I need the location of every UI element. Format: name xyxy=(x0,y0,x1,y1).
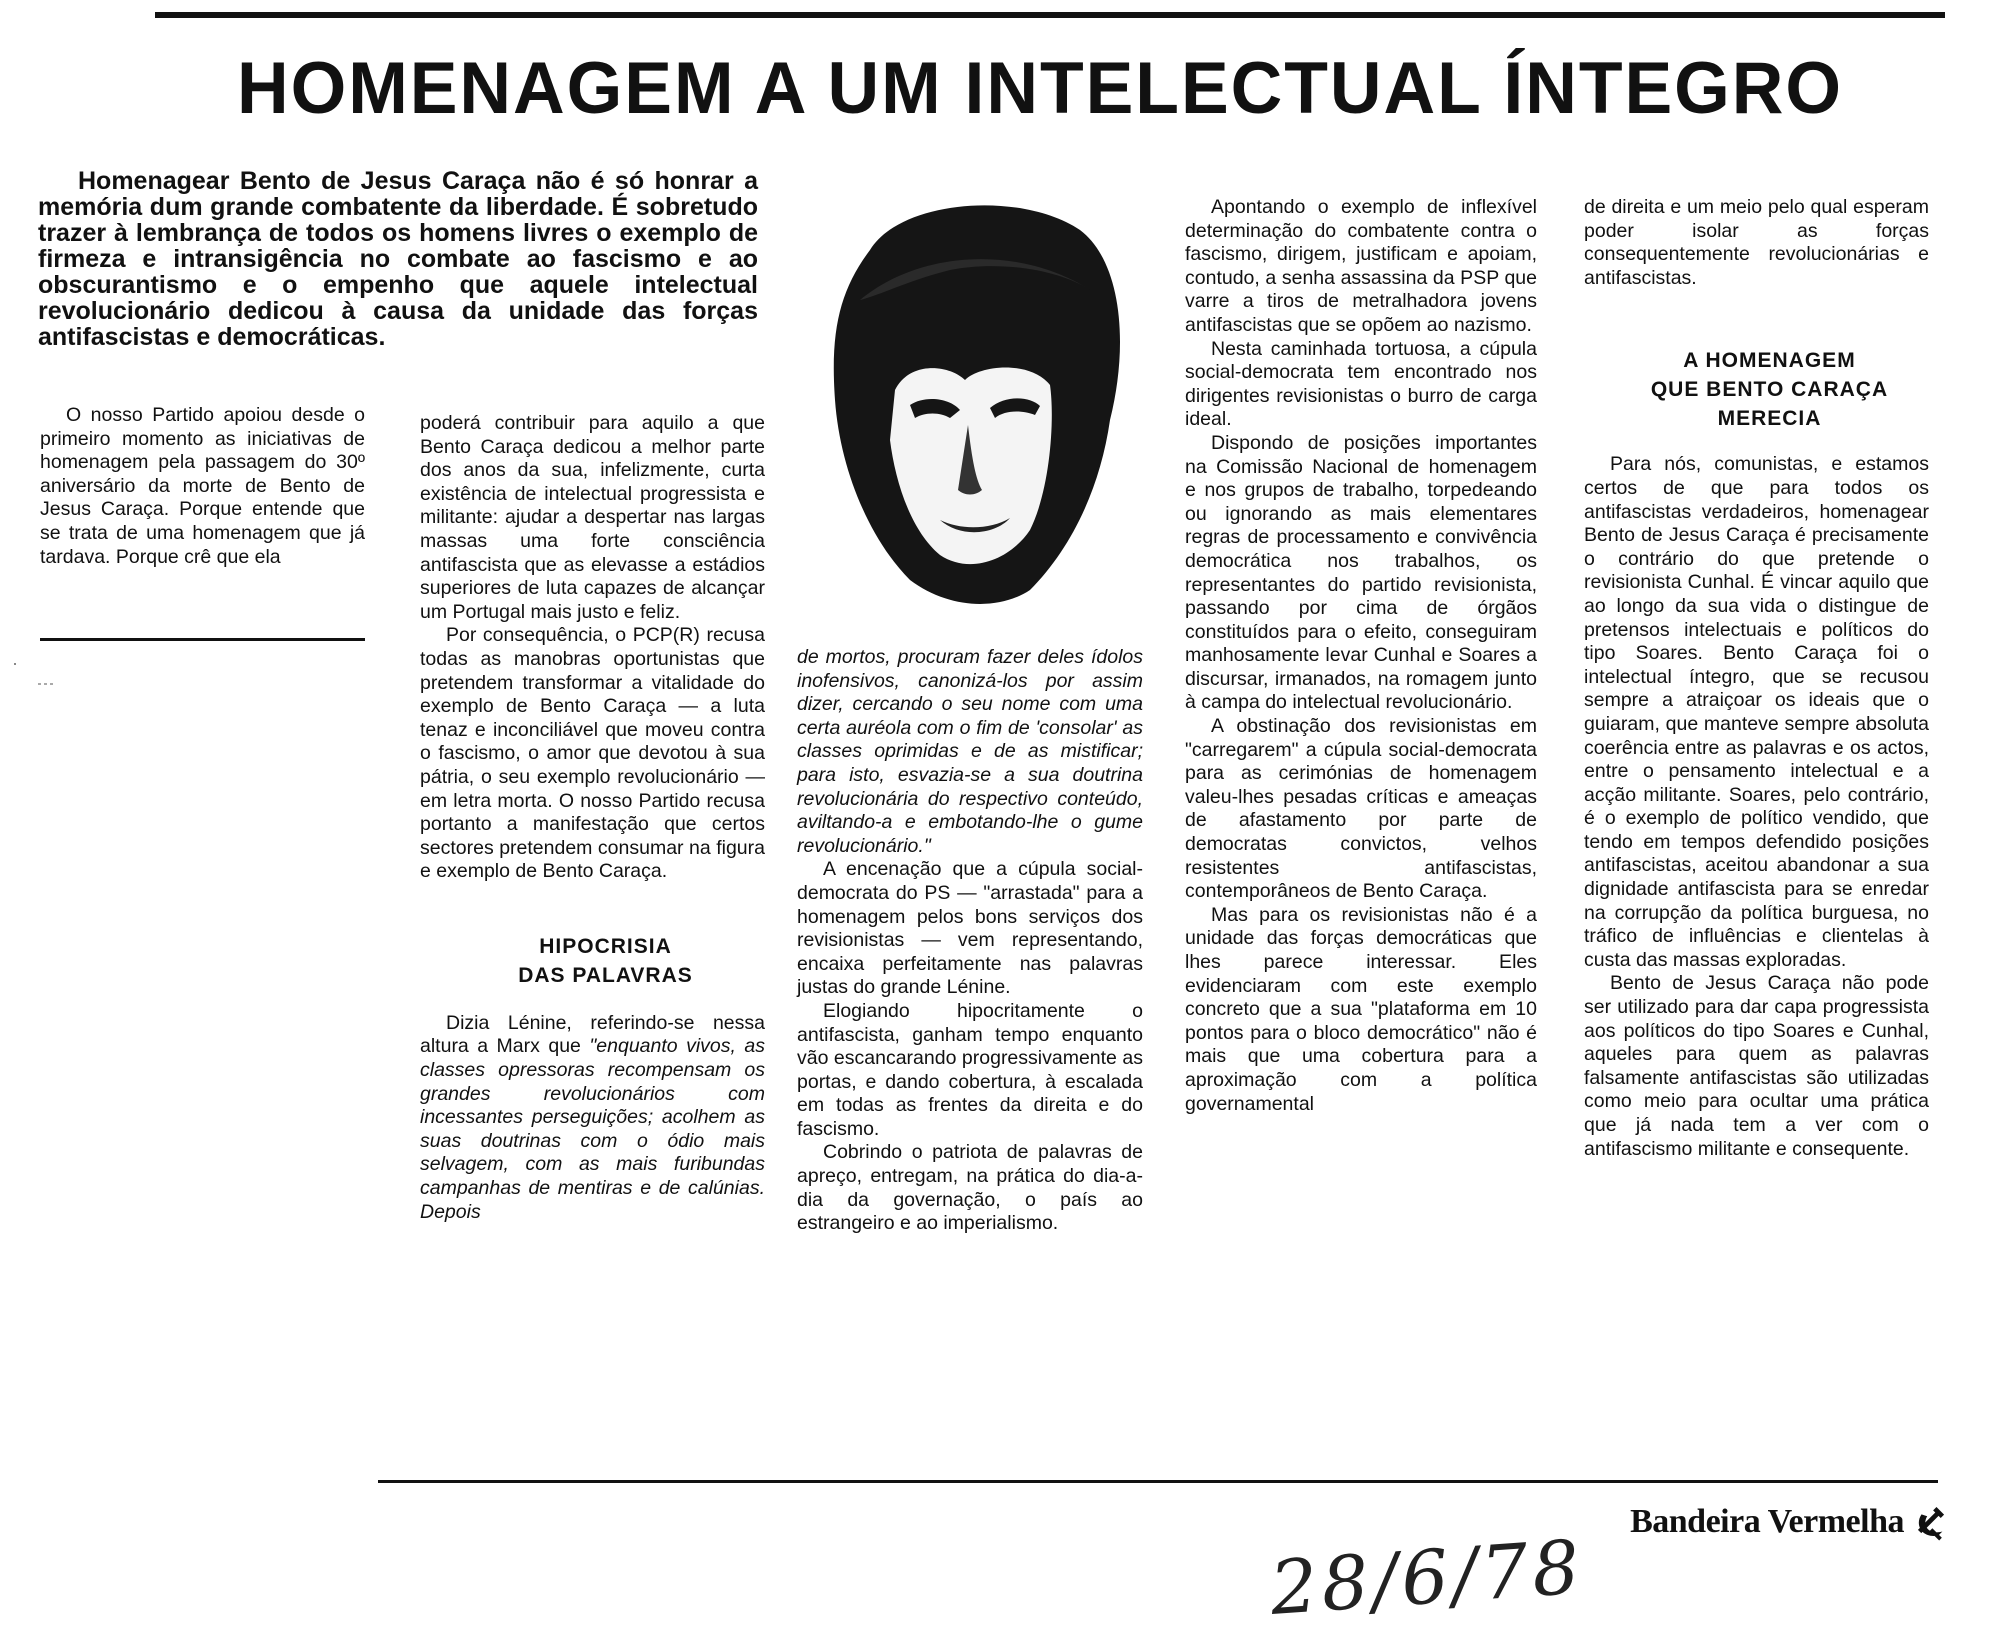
portrait-photo xyxy=(800,190,1140,610)
paragraph-text: Dizia Lénine, referindo-se nessa altura a Marx que xyxy=(420,1011,765,1058)
paragraph: O nosso Partido apoiou desde o primeiro momento as iniciativas de homenagem pela passagem do 30º aniversário da morte de Bento de Jesus Caraça. Porque entende que se trata de uma homenagem que já tardava. Porque crê que ela xyxy=(40,404,365,568)
headline: HOMENAGEM A UM INTELECTUAL ÍNTEGRO xyxy=(236,48,1844,129)
handwritten-date: 28/6/78 xyxy=(1267,1524,1587,1632)
column-2 xyxy=(420,412,765,1224)
paragraph: Cobrindo o patriota de palavras de apreço, entregam, na prática do dia-a-dia da governação, o país ao estrangeiro e ao imperialismo. xyxy=(797,1141,1143,1235)
paragraph: A obstinação dos revisionistas em "carregarem" a cúpula social-democrata para as cerimónias de homenagem valeu-lhes pesadas críticas e ameaças de afastamento por parte de democratas convictos, velhos resistentes antifascistas, contemporâneos de Bento Caraça. xyxy=(1185,715,1537,903)
paragraph: Elogiando hipocritamente o antifascista, ganham tempo enquanto vão escancarando progressivamente as portas, e dando cobertura, à escalada em todas as frentes da direita e do fascismo. xyxy=(797,999,1143,1140)
quotation: de mortos, procuram fazer deles ídolos inofensivos, canonizá-los por assim dizer, cercando o seu nome com uma certa auréola com o fim de 'consolar' as classes oprimidas e de as mistificar; para isto, esvazia-se a sua doutrina revolucionária do respectivo conteúdo, aviltando-a e embotando-lhe o gume revolucionário." xyxy=(797,646,1143,857)
paragraph xyxy=(420,1012,765,1224)
bottom-rule xyxy=(378,1480,1938,1483)
column-1 xyxy=(40,404,365,569)
subheading-line: QUE BENTO CARAÇA xyxy=(1650,378,1889,402)
paragraph: Nesta caminhada tortuosa, a cúpula social-democrata tem encontrado nos dirigentes revisionistas o burro de carga ideal. xyxy=(1185,337,1537,431)
quotation: "enquanto vivos, as classes opressoras recompensam os grandes revolucionários com incessantes perseguições; acolhem as suas doutrinas com o ódio mais selvagem, com as mais furibundas campanhas de mentiras e de calúnias. Depois xyxy=(420,1035,766,1223)
paragraph: Por consequência, o PCP(R) recusa todas as manobras oportunistas que pretendem transformar a vitalidade do exemplo de Bento Caraça — a luta tenaz e inconciliável que moveu contra o fascismo, o amor que devotou à sua pátria, o seu exemplo revolucionário —em letra morta. O nosso Partido recusa portanto a manifestação que certos sectores pretendem consumar na figura e exemplo de Bento Caraça. xyxy=(420,624,765,883)
column-3 xyxy=(797,646,1143,1236)
hammer-sickle-icon xyxy=(1912,1503,1950,1541)
paragraph: A encenação que a cúpula social-democrata do PS — "arrastada" para a homenagem pelos bons serviços dos revisionistas — vem representando, encaixa perfeitamente nas palavras justas do grande Lénine. xyxy=(797,858,1143,999)
paragraph: Mas para os revisionistas não é a unidade das forças democráticas que lhes parece interessar. Eles evidenciaram com este exemplo concreto que a sua "plataforma em 10 pontos para o bloco democrático" não é mais que uma cobertura para a aproximação com a política governamental xyxy=(1185,903,1537,1115)
subheading-line: MERECIA xyxy=(1717,407,1822,431)
column-rule xyxy=(40,638,365,641)
paragraph: de direita e um meio pelo qual esperam poder isolar as forças consequentemente revolucionárias e antifascistas. xyxy=(1584,196,1929,289)
subheading-line: A HOMENAGEM xyxy=(1683,349,1856,373)
paragraph: Bento de Jesus Caraça não pode ser utilizado para dar capa progressista aos políticos do tipo Soares e Cunhal, aqueles para quem as palavras falsamente antifascistas são utilizadas como meio para ocultar uma prática que já nada tem a ver com o antifascismo militante e consequente. xyxy=(1584,972,1929,1160)
masthead-title: Bandeira Vermelha xyxy=(1630,1503,1904,1540)
paragraph: Apontando o exemplo de inflexível determinação do combatente contra o fascismo, dirigem, justificam e apoiam, contudo, a senha assassina da PSP que varre a tiros de metralhadora jovens antifascistas que se opõem ao nazismo. xyxy=(1185,196,1537,336)
subheading-line: HIPOCRISIA xyxy=(539,934,672,958)
paragraph: Para nós, comunistas, e estamos certos de que para todos os antifascistas verdadeiros, homenagear Bento de Jesus Caraça é precisamente o contrário do que pretende o revisionista Cunhal. É vincar aquilo que ao longo da sua vida o distingue de pretensos intelectuais e políticos do tipo Soares. Bento Caraça foi o intelectual íntegro, que se recusou sempre a atraiçoar os ideais que o guiaram, que manteve sempre absoluta coerência entre as palavras e os actos, entre o pensamento intelectual e a acção militante. Soares, pelo contrário, é o exemplo de político vendido, que tendo em tempos defendido posições antifascistas, aceitou abandonar a sua dignidade antifascista para se enredar na corrupção da política burguesa, no tráfico de influências e clientelas à custa das massas exploradas. xyxy=(1584,453,1929,971)
paragraph: poderá contribuir para aquilo a que Bento Caraça dedicou a melhor parte dos anos da sua, infelizmente, curta existência de intelectual progressista e militante: ajudar a despertar nas largas massas uma forte consciência antifascista que as elevasse a estádios superiores de luta capazes de alcançar um Portugal mais justo e feliz. xyxy=(420,412,765,623)
subheading-line: DAS PALAVRAS xyxy=(518,963,693,987)
top-rule xyxy=(155,12,1945,18)
column-5 xyxy=(1584,196,1929,1161)
paragraph: Dispondo de posições importantes na Comissão Nacional de homenagem e nos grupos de trabalho, torpedeando ou ignorando as mais elementares regras de processamento e convivência democrática nos trabalhos, os representantes do partido revisionista, passando por cima de órgãos constituídos para o efeito, conseguiram manhosamente levar Cunhal e Soares a discursar, irmanados, na romagem junto à campa do intelectual revolucionário. xyxy=(1185,431,1537,714)
margin-marks xyxy=(10,656,70,696)
column-4 xyxy=(1185,196,1537,1116)
lead-paragraph: Homenagear Bento de Jesus Caraça não é só honrar a memória dum grande combatente da liberdade. É sobretudo trazer à lembrança de todos os homens livres o exemplo de firmeza e intransigência no combate ao fascismo e ao obscurantismo e o empenho que aquele intelectual revolucionário dedicou à causa da unidade das forças antifascistas e democráticas. xyxy=(38,167,758,351)
